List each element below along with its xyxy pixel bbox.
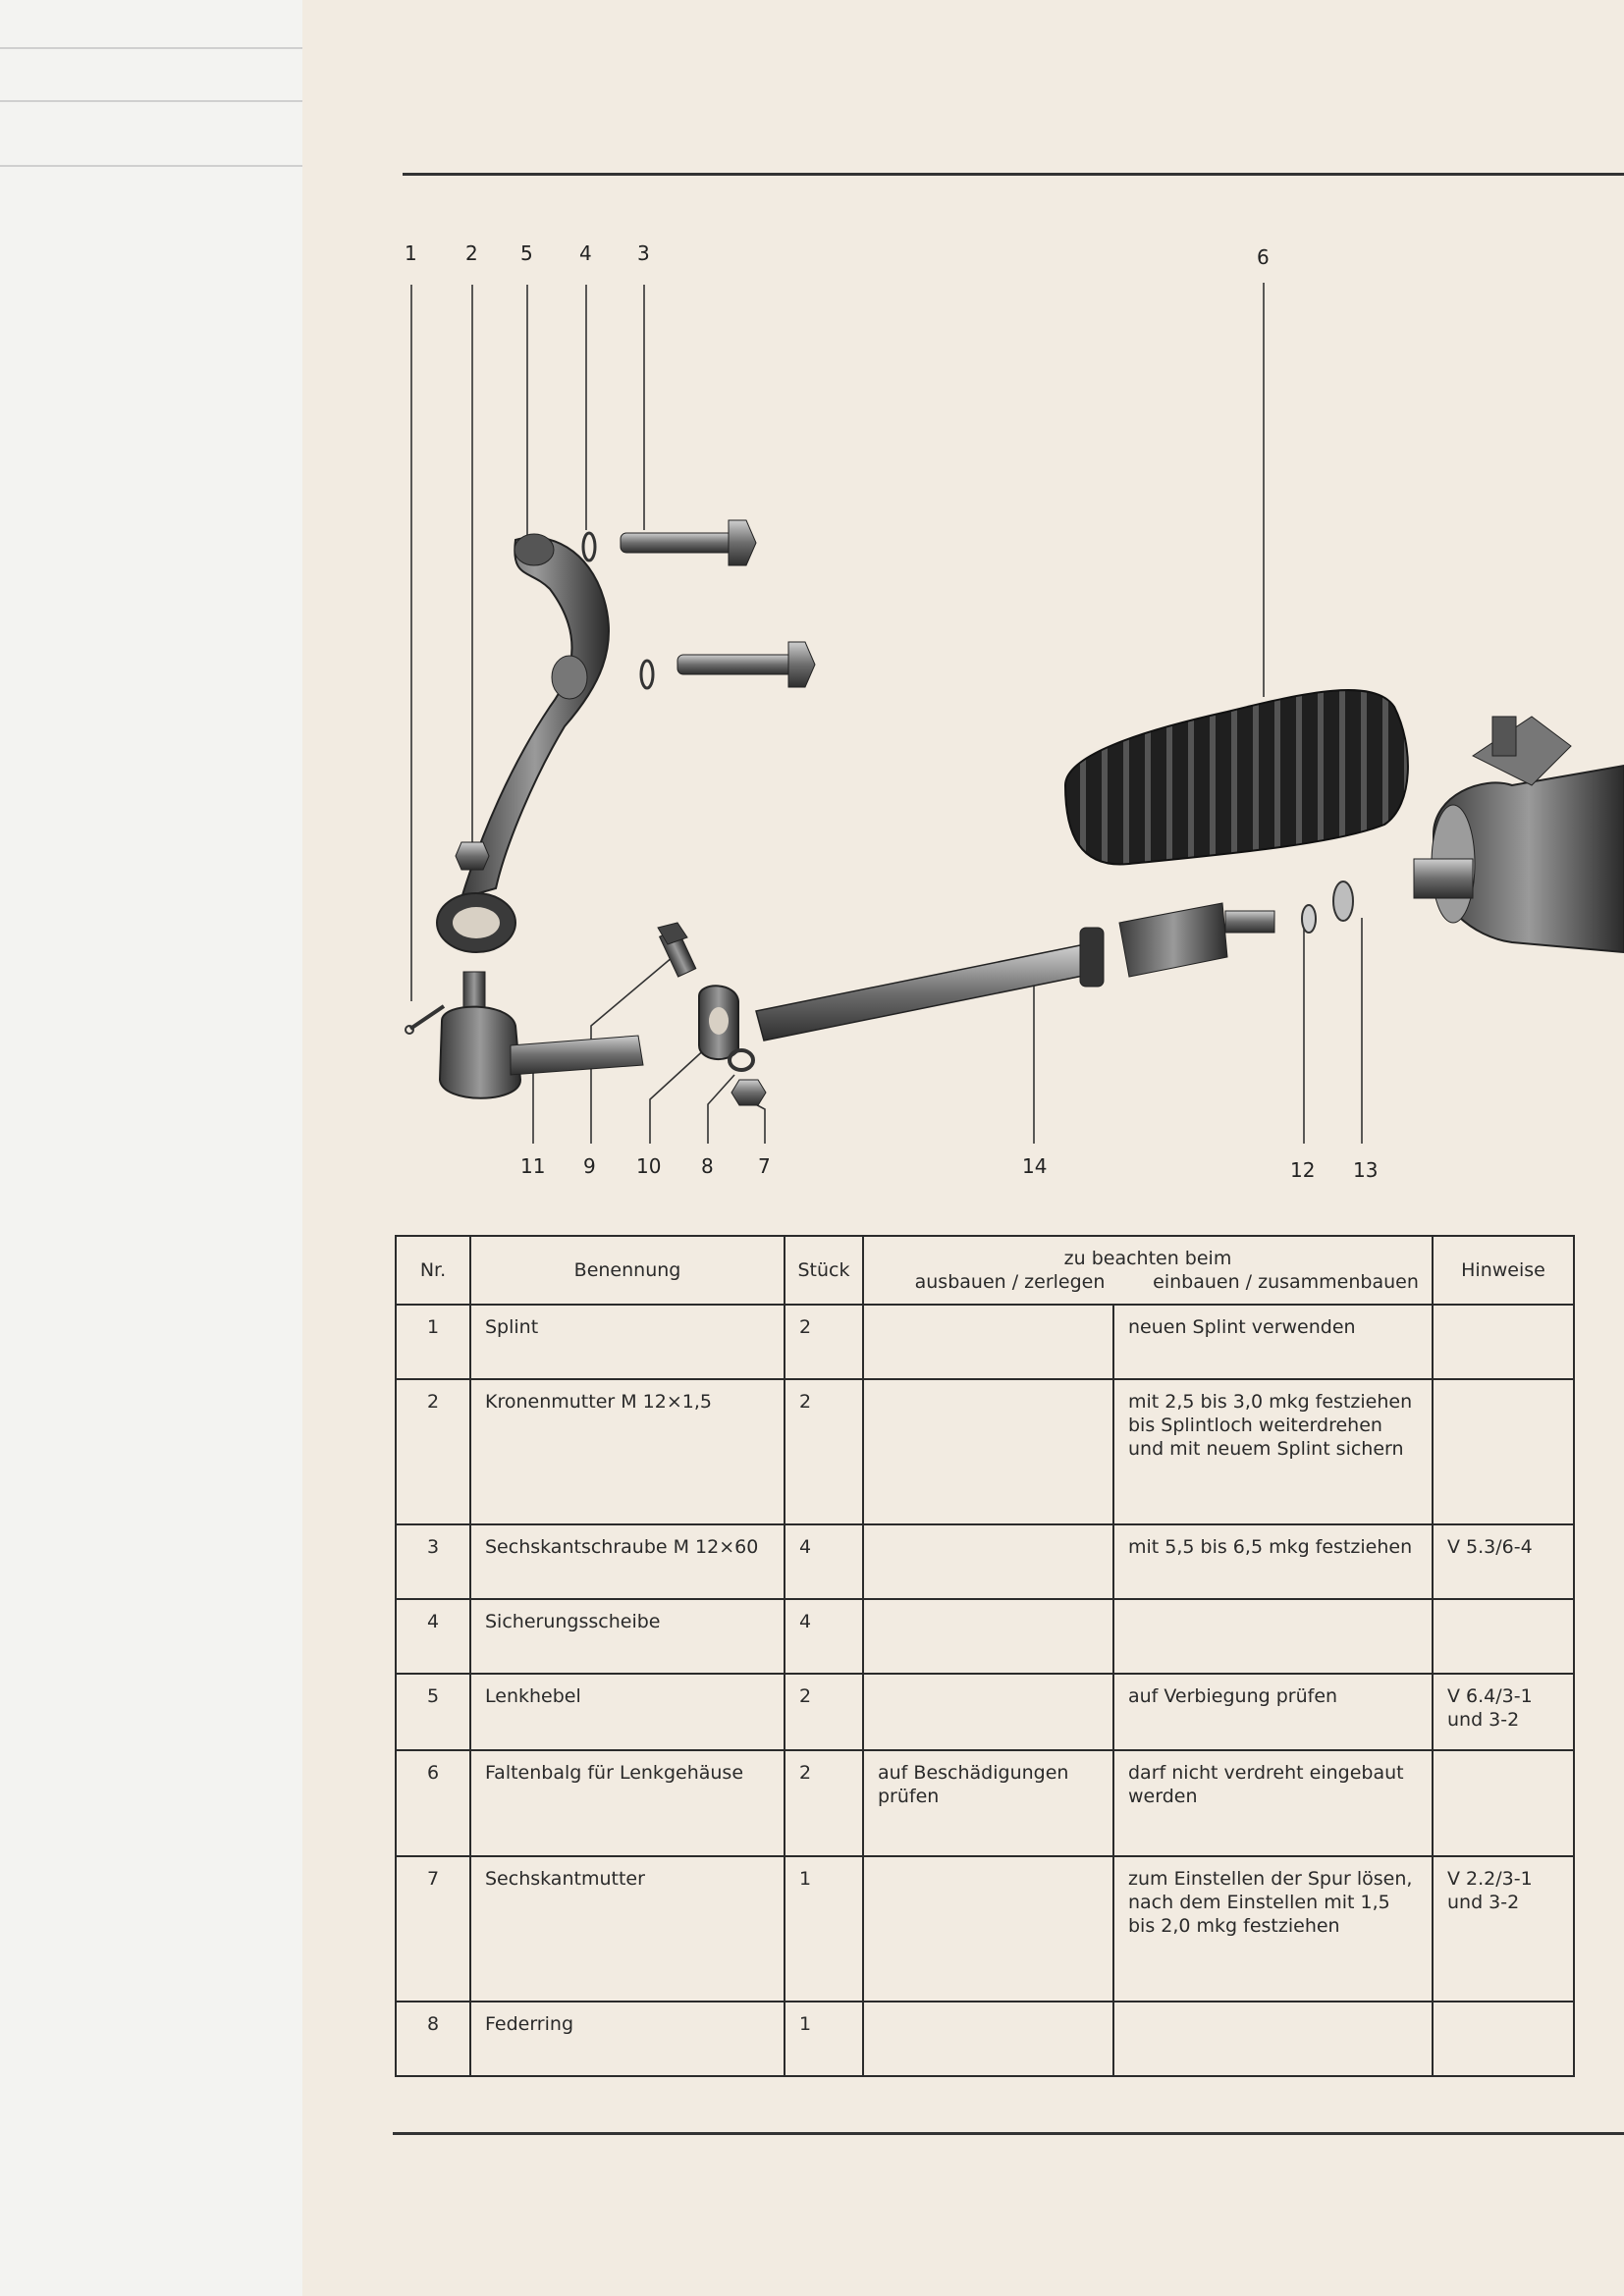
table-row — [396, 1379, 1574, 1524]
callout-label: 11 — [520, 1154, 546, 1178]
callout-label: 5 — [520, 241, 533, 265]
cell-ausbauen — [863, 1599, 1113, 1674]
table-row — [396, 1856, 1574, 2002]
bellows-boot — [1065, 690, 1408, 864]
callout-label: 7 — [758, 1154, 771, 1178]
cell-benennung: Sicherungsscheibe — [470, 1599, 785, 1674]
header-stueck: Stück — [785, 1236, 863, 1305]
tie-rod — [756, 903, 1274, 1041]
callout-label: 10 — [636, 1154, 662, 1178]
cell-nr: 4 — [396, 1599, 470, 1674]
cell-benennung: Federring — [470, 2002, 785, 2076]
cell-ausbauen — [863, 2002, 1113, 2076]
cell-benennung: Sechskantmutter — [470, 1856, 785, 2002]
header-subcolumns — [872, 1270, 1424, 1294]
table-row — [396, 1599, 1574, 1674]
callout-label: 13 — [1353, 1158, 1379, 1182]
cell-stueck: 1 — [785, 2002, 863, 2076]
header-ausbauen: ausbauen / zerlegen — [914, 1271, 1106, 1293]
cell-stueck: 2 — [785, 1674, 863, 1750]
cell-nr: 2 — [396, 1379, 470, 1524]
cell-nr: 7 — [396, 1856, 470, 2002]
table-row — [396, 1750, 1574, 1856]
cell-benennung: Kronenmutter M 12×1,5 — [470, 1379, 785, 1524]
callout-label: 1 — [405, 241, 417, 265]
cell-ausbauen — [863, 1379, 1113, 1524]
cell-hinweise: V 5.3/6-4 — [1433, 1524, 1574, 1599]
cell-einbauen: darf nicht verdreht eingebaut werden — [1113, 1750, 1433, 1856]
cell-hinweise: V 6.4/3-1 und 3-2 — [1433, 1674, 1574, 1750]
clamp — [699, 986, 738, 1059]
cell-ausbauen: auf Beschädigungen prüfen — [863, 1750, 1113, 1856]
table-row — [396, 2002, 1574, 2076]
cell-benennung: Lenkhebel — [470, 1674, 785, 1750]
cell-einbauen: zum Einstellen der Spur lösen, nach dem Einstellen mit 1,5 bis 2,0 mkg festziehen — [1113, 1856, 1433, 2002]
header-einbauen: einbauen / zusammenbauen — [1153, 1271, 1419, 1293]
callout-label: 3 — [637, 241, 650, 265]
cell-stueck: 4 — [785, 1524, 863, 1599]
callout-label: 4 — [579, 241, 592, 265]
cell-nr: 5 — [396, 1674, 470, 1750]
table-row — [396, 1305, 1574, 1379]
cell-ausbauen — [863, 1674, 1113, 1750]
castle-nut — [456, 842, 489, 870]
cell-nr: 6 — [396, 1750, 470, 1856]
callout-label: 14 — [1022, 1154, 1048, 1178]
cell-hinweise — [1433, 2002, 1574, 2076]
table-row — [396, 1524, 1574, 1599]
cell-einbauen — [1113, 2002, 1433, 2076]
cell-stueck: 2 — [785, 1305, 863, 1379]
cell-benennung: Faltenbalg für Lenkgehäuse — [470, 1750, 785, 1856]
bottom-rule — [393, 2132, 1624, 2135]
cell-nr: 3 — [396, 1524, 470, 1599]
tie-rod-end — [440, 972, 643, 1098]
spring-washer — [730, 1050, 753, 1070]
hex-nut — [731, 1080, 766, 1105]
steering-arm — [437, 534, 609, 952]
cell-einbauen: neuen Splint verwenden — [1113, 1305, 1433, 1379]
cell-stueck: 4 — [785, 1599, 863, 1674]
table-row — [396, 1674, 1574, 1750]
cell-benennung: Splint — [470, 1305, 785, 1379]
cell-ausbauen — [863, 1524, 1113, 1599]
cotter-pin — [410, 1006, 444, 1029]
cell-einbauen — [1113, 1599, 1433, 1674]
cell-einbauen: mit 2,5 bis 3,0 mkg festziehen bis Splintloch weiterdrehen und mit neuem Splint sichern — [1113, 1379, 1433, 1524]
callout-label: 9 — [583, 1154, 596, 1178]
cell-stueck: 1 — [785, 1856, 863, 2002]
cell-benennung: Sechskantschraube M 12×60 — [470, 1524, 785, 1599]
washer-12 — [1302, 905, 1316, 933]
callout-label: 2 — [465, 241, 478, 265]
steering-housing — [1414, 717, 1624, 952]
cell-hinweise: V 2.2/3-1 und 3-2 — [1433, 1856, 1574, 2002]
cell-stueck: 2 — [785, 1379, 863, 1524]
header-benennung: Benennung — [470, 1236, 785, 1305]
cell-ausbauen — [863, 1305, 1113, 1379]
parts-table — [395, 1235, 1575, 2077]
cell-stueck: 2 — [785, 1750, 863, 1856]
cell-nr: 8 — [396, 2002, 470, 2076]
callout-label: 6 — [1257, 245, 1270, 269]
cell-hinweise — [1433, 1379, 1574, 1524]
header-nr: Nr. — [396, 1236, 470, 1305]
cell-hinweise — [1433, 1599, 1574, 1674]
cell-einbauen: auf Verbiegung prüfen — [1113, 1674, 1433, 1750]
cell-hinweise — [1433, 1305, 1574, 1379]
header-zu-beachten-title: zu beachten beim — [1063, 1248, 1232, 1269]
cell-einbauen: mit 5,5 bis 6,5 mkg festziehen — [1113, 1524, 1433, 1599]
washer-13 — [1333, 881, 1353, 921]
cell-ausbauen — [863, 1856, 1113, 2002]
callout-label: 8 — [701, 1154, 714, 1178]
table-header-row — [396, 1236, 1574, 1305]
callout-label: 12 — [1290, 1158, 1316, 1182]
cell-nr: 1 — [396, 1305, 470, 1379]
clamp-bolt — [658, 923, 696, 977]
header-zu-beachten — [863, 1236, 1433, 1305]
header-hinweise: Hinweise — [1433, 1236, 1574, 1305]
cell-hinweise — [1433, 1750, 1574, 1856]
